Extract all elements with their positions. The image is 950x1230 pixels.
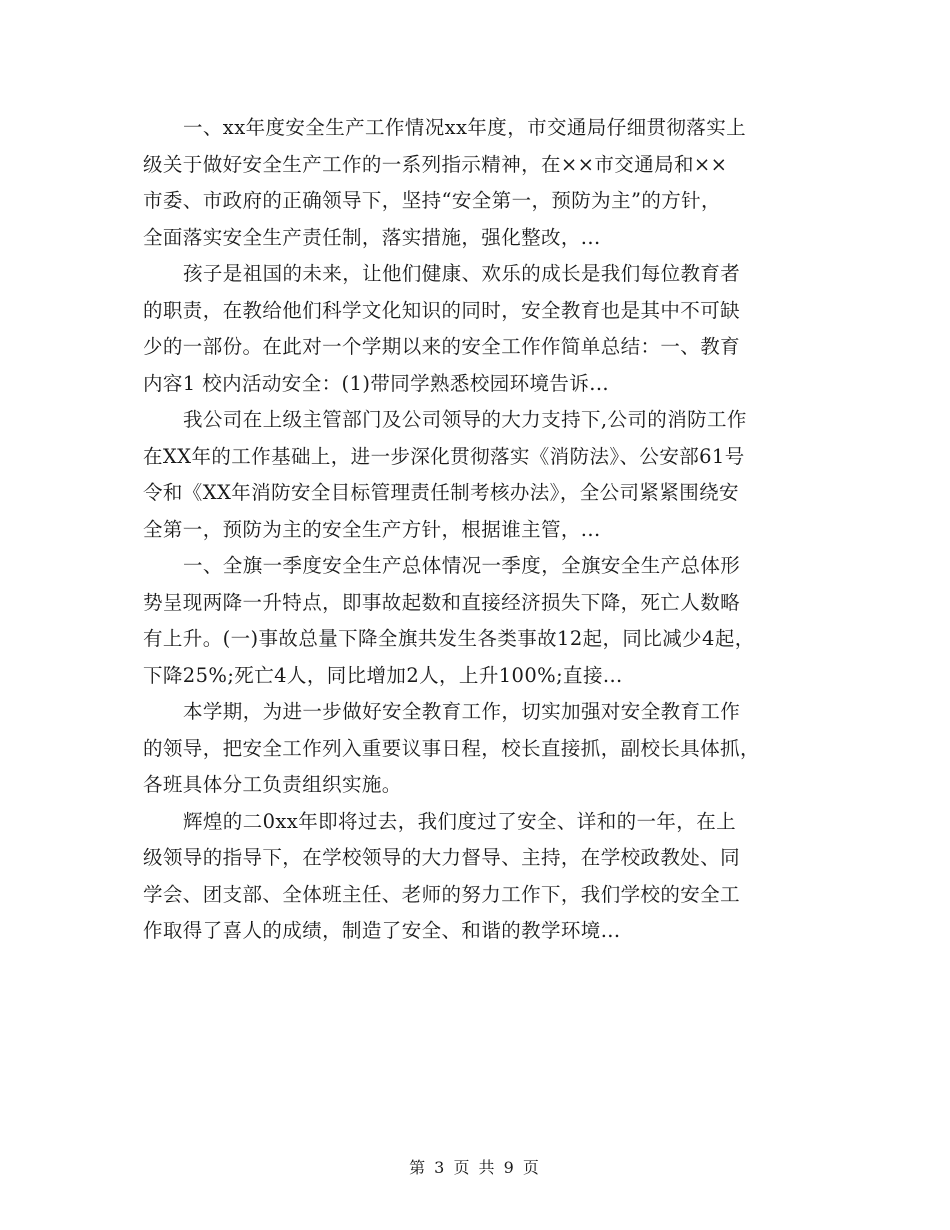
text-line: 本学期，为进一步做好安全教育工作，切实加强对安全教育工作 [183, 700, 741, 723]
text-line: 势呈现两降一升特点，即事故起数和直接经济损失下降，死亡人数略 [143, 590, 741, 614]
text-line: 级领导的指导下，在学校领导的大力督导、主持，在学校政教处、同 [143, 846, 741, 869]
text-line: 市委、市政府的正确领导下，坚持“安全第一，预防为主”的方针， [143, 189, 721, 212]
page-number-footer: 第 3 页 共 9 页 [409, 1158, 541, 1177]
text-line: 在XX年的工作基础上，进一步深化贯彻落实《消防法》、公安部61号 [143, 444, 745, 468]
paragraph-4 [143, 548, 808, 694]
document-body [143, 110, 808, 950]
paragraph-6 [143, 804, 808, 950]
text-line: 内容1 校内活动安全：(1)带同学熟悉校园环境告诉... [143, 371, 610, 395]
text-line: 全第一，预防为主的安全生产方针，根据谁主管，... [143, 517, 601, 541]
text-line: 的领导，把安全工作列入重要议事日程，校长直接抓，副校长具体抓， [143, 736, 760, 760]
text-line: 各班具体分工负责组织实施。 [143, 773, 402, 796]
text-line: 孩子是祖国的未来，让他们健康、欢乐的成长是我们每位教育者 [183, 262, 741, 285]
text-line: 作取得了喜人的成绩，制造了安全、和谐的教学环境... [143, 919, 621, 942]
paragraph-5 [143, 694, 808, 804]
text-line: 辉煌的二0xx年即将过去，我们度过了安全、详和的一年，在上 [183, 809, 737, 833]
text-line: 一、全旗一季度安全生产总体情况一季度，全旗安全生产总体形 [183, 554, 741, 577]
paragraph-1 [143, 110, 808, 256]
text-line: 全面落实安全生产责任制，落实措施，强化整改，... [143, 225, 601, 249]
text-line: 学会、团支部、全体班主任、老师的努力工作下，我们学校的安全工 [143, 882, 741, 906]
text-line: 令和《XX年消防安全目标管理责任制考核办法》，全公司紧紧围绕安 [143, 481, 739, 504]
text-line: 我公司在上级主管部门及公司领导的大力支持下,公司的消防工作 [183, 408, 747, 431]
text-line: 级关于做好安全生产工作的一系列指示精神，在××市交通局和×× [143, 152, 728, 176]
paragraph-3 [143, 402, 808, 548]
text-line: 下降25%;死亡4人，同比增加2人，上升100%;直接... [143, 663, 623, 687]
text-line: 少的一部份。在此对一个学期以来的安全工作作简单总结：一、教育 [143, 335, 741, 358]
text-line: 的职责，在教给他们科学文化知识的同时，安全教育也是其中不可缺 [143, 298, 741, 322]
paragraph-2 [143, 256, 808, 402]
text-line: 一、xx年度安全生产工作情况xx年度，市交通局仔细贯彻落实上 [183, 116, 746, 139]
text-line: 有上升。(一)事故总量下降全旗共发生各类事故12起，同比减少4起， [143, 627, 755, 650]
